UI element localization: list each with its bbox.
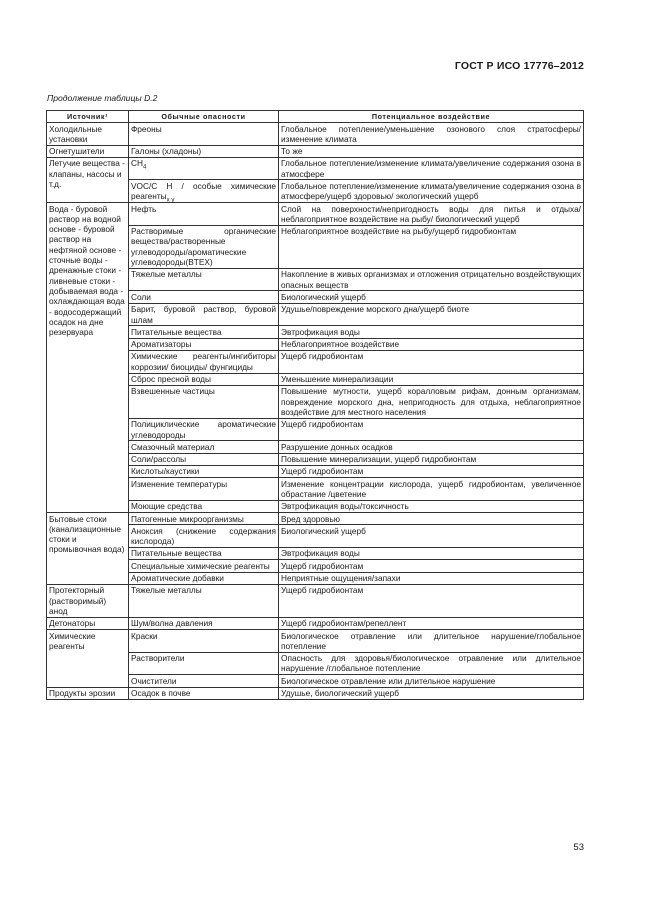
hazard-text: Соли/рассолы — [131, 454, 187, 465]
impact-cell: Глобальное потепление/изменение климата/увеличение содержания озона в атмосфере/ущерб здоровью/ экологический ущерб — [279, 180, 584, 203]
hazard-subscript: 4 — [142, 165, 147, 172]
impact-cell: Ущерб гидробионтам/репеллент — [279, 617, 584, 629]
hazard-cell — [129, 572, 279, 584]
hazard-text: Моющие средства — [131, 501, 203, 512]
impact-cell: Эвтрофикация воды — [279, 547, 584, 559]
document-header: ГОСТ Р ИСО 17776–2012 — [454, 60, 584, 72]
hazard-text: Ароматические добавки — [131, 573, 224, 584]
hazard-cell — [129, 465, 279, 477]
hazard-text: Шум/волна давления — [131, 618, 213, 629]
source-cell: Холодильные установки — [47, 123, 129, 146]
impact-cell: Изменение концентрации кислорода, ущерб гидробионтам, увеличенное обрастание /цветение — [279, 478, 584, 501]
hazard-text: Галоны (хладоны) — [131, 146, 202, 157]
hazard-text: Питательные вещества — [131, 326, 222, 337]
impact-cell: Слой на поверхности/непригодность воды для питья и отдыха/неблагоприятное воздействие на рыбу/ биологический ущерб — [279, 203, 584, 226]
impact-cell: Биологический ущерб — [279, 525, 584, 548]
table-body — [47, 123, 584, 700]
table-row — [47, 630, 584, 653]
hazard-text: Кислоты/каустики — [131, 466, 200, 477]
source-cell: Химические реагенты — [47, 630, 129, 687]
hazard-cell — [129, 203, 279, 226]
impact-cell: Биологическое отравление или длительное нарушение — [279, 675, 584, 687]
table-row — [47, 123, 584, 146]
impact-cell: Ущерб гидробионтам — [279, 418, 584, 441]
hazard-text: Питательные вещества — [131, 548, 222, 559]
impact-cell: Ущерб гидробионтам — [279, 350, 584, 373]
hazard-text: Растворители — [131, 653, 185, 664]
impact-cell: Накопление в живых организмах и отложения отрицательно воздействующих опасных веществ — [279, 268, 584, 291]
impact-cell: Ущерб гидробионтам — [279, 584, 584, 617]
hazard-cell — [129, 157, 279, 180]
hazard-text: VOC/C H / особые химические реагенты — [131, 180, 276, 202]
hazard-cell — [129, 687, 279, 699]
impact-cell: Эвтрофикация воды/токсичность — [279, 500, 584, 512]
hazard-text: Растворимые органические вещества/растворенные углеводороды/ароматические углеводороды(BTEX) — [131, 226, 276, 268]
hazard-text: Краски — [131, 630, 158, 641]
hazard-cell — [129, 326, 279, 338]
hazard-cell — [129, 652, 279, 675]
hazard-cell — [129, 291, 279, 303]
hazard-text: Осадок в почве — [131, 688, 191, 699]
impact-cell: Уменьшение минерализации — [279, 373, 584, 385]
hazard-cell — [129, 418, 279, 441]
hazard-cell — [129, 617, 279, 629]
table-header-row — [47, 111, 584, 123]
hazard-cell — [129, 525, 279, 548]
impact-cell: Биологический ущерб — [279, 291, 584, 303]
impact-cell: Неблагоприятное воздействие — [279, 338, 584, 350]
table-row — [47, 157, 584, 180]
hazard-cell — [129, 478, 279, 501]
impact-cell: Ущерб гидробионтам — [279, 465, 584, 477]
table-caption: Продолжение таблицы D.2 — [47, 93, 158, 103]
table-row — [47, 687, 584, 699]
hazard-text: Аноксия (снижение содержания кислорода) — [131, 525, 276, 547]
table-row — [47, 145, 584, 157]
impact-cell: Ущерб гидробионтам — [279, 560, 584, 572]
impact-cell: То же — [279, 145, 584, 157]
hazard-text: Взвешенные частицы — [131, 386, 215, 397]
impact-cell: Удушье, биологический ущерб — [279, 687, 584, 699]
table-row — [47, 617, 584, 629]
hazard-cell — [129, 180, 279, 203]
hazard-cell — [129, 385, 279, 418]
hazard-cell — [129, 441, 279, 453]
source-cell: Вода - буровой раствор на водной основе - буровой раствор на нефтяной основе - сточные воды - дренажные стоки - ливневые стоки - добываемая вода - охлаждающая вода - водосодержащий осадок на дне резервуара — [47, 203, 129, 513]
impact-cell: Повышение мутности, ущерб коралловым рифам, донным организмам, повреждение морского дна, непригодность для отдыха, неблагоприятное воздействие для местного населения — [279, 385, 584, 418]
hazard-cell — [129, 453, 279, 465]
impact-cell: Биологическое отравление или длительное нарушение/глобальное потепление — [279, 630, 584, 653]
hazard-text: Тяжелые металлы — [131, 269, 202, 280]
hazard-text: Полициклические ароматические углеводороды — [131, 419, 276, 440]
impact-cell: Неприятные ощущения/запахи — [279, 572, 584, 584]
hazard-text: Ароматизаторы — [131, 339, 192, 350]
hazard-cell — [129, 225, 279, 268]
hazard-text: Тяжелые металлы — [131, 585, 202, 596]
impact-cell: Вред здоровью — [279, 513, 584, 525]
impact-cell: Повышение минерализации, ущерб гидробионтам — [279, 453, 584, 465]
hazard-text: Изменение температуры — [131, 478, 228, 489]
impact-cell: Эвтрофикация воды — [279, 326, 584, 338]
hazard-subscript: x y — [166, 197, 175, 204]
hazard-text: Очистители — [131, 675, 177, 686]
hazard-text: Патогенные микроорганизмы — [131, 513, 244, 524]
hazards-table — [46, 110, 584, 700]
source-cell: Детонаторы — [47, 617, 129, 629]
hazard-text: Нефть — [131, 203, 157, 214]
hazard-cell — [129, 547, 279, 559]
hazard-text: Специальные химические реагенты — [131, 560, 270, 571]
column-header-hazard: Обычные опасности — [129, 111, 279, 123]
hazard-text: Сброс пресной воды — [131, 374, 211, 385]
hazard-cell — [129, 584, 279, 617]
hazard-cell — [129, 145, 279, 157]
page-number: 53 — [573, 842, 584, 853]
column-header-impact: Потенциальное воздействие — [279, 111, 584, 123]
hazard-text: Химические реагенты/ингибиторы коррозии/ биоциды/ фунгициды — [131, 351, 276, 372]
source-cell: Бытовые стоки (канализационные стоки и промывочная вода) — [47, 513, 129, 585]
impact-cell: Глобальное потепление/изменение климата/увеличение содержания озона в атмосфере — [279, 157, 584, 180]
hazard-cell — [129, 560, 279, 572]
impact-cell: Опасность для здоровья/биологическое отравление или длительное нарушение /глобальное потепление — [279, 652, 584, 675]
hazard-cell — [129, 268, 279, 291]
hazard-cell — [129, 303, 279, 326]
column-header-source: Источник¹ — [47, 111, 129, 123]
impact-cell: Неблагоприятное воздействие на рыбу/ущерб гидробионтам — [279, 225, 584, 268]
impact-cell: Разрушение донных осадков — [279, 441, 584, 453]
hazard-cell — [129, 513, 279, 525]
impact-cell: Глобальное потепление/уменьшение озонового слоя стратосферы/изменение климата — [279, 123, 584, 146]
table-row — [47, 513, 584, 525]
hazard-cell — [129, 630, 279, 653]
table-row — [47, 203, 584, 226]
hazard-cell — [129, 675, 279, 687]
source-cell: Протекторный (растворимый) анод — [47, 584, 129, 617]
impact-cell: Удушье/повреждение морского дна/ущерб биоте — [279, 303, 584, 326]
hazard-text: Барит, буровой раствор, буровой шлам — [131, 304, 276, 325]
hazard-cell — [129, 338, 279, 350]
hazard-cell — [129, 123, 279, 146]
source-cell: Летучие вещества - клапаны, насосы и т.д. — [47, 157, 129, 202]
table-row — [47, 584, 584, 617]
hazard-cell — [129, 500, 279, 512]
hazard-text: Смазочный материал — [131, 441, 215, 452]
source-cell: Огнетушители — [47, 145, 129, 157]
hazard-text: Фреоны — [131, 123, 162, 134]
source-cell: Продукты эрозии — [47, 687, 129, 699]
hazard-cell — [129, 350, 279, 373]
hazard-text: CH — [131, 158, 143, 169]
hazard-cell — [129, 373, 279, 385]
hazard-text: Соли — [131, 291, 151, 302]
